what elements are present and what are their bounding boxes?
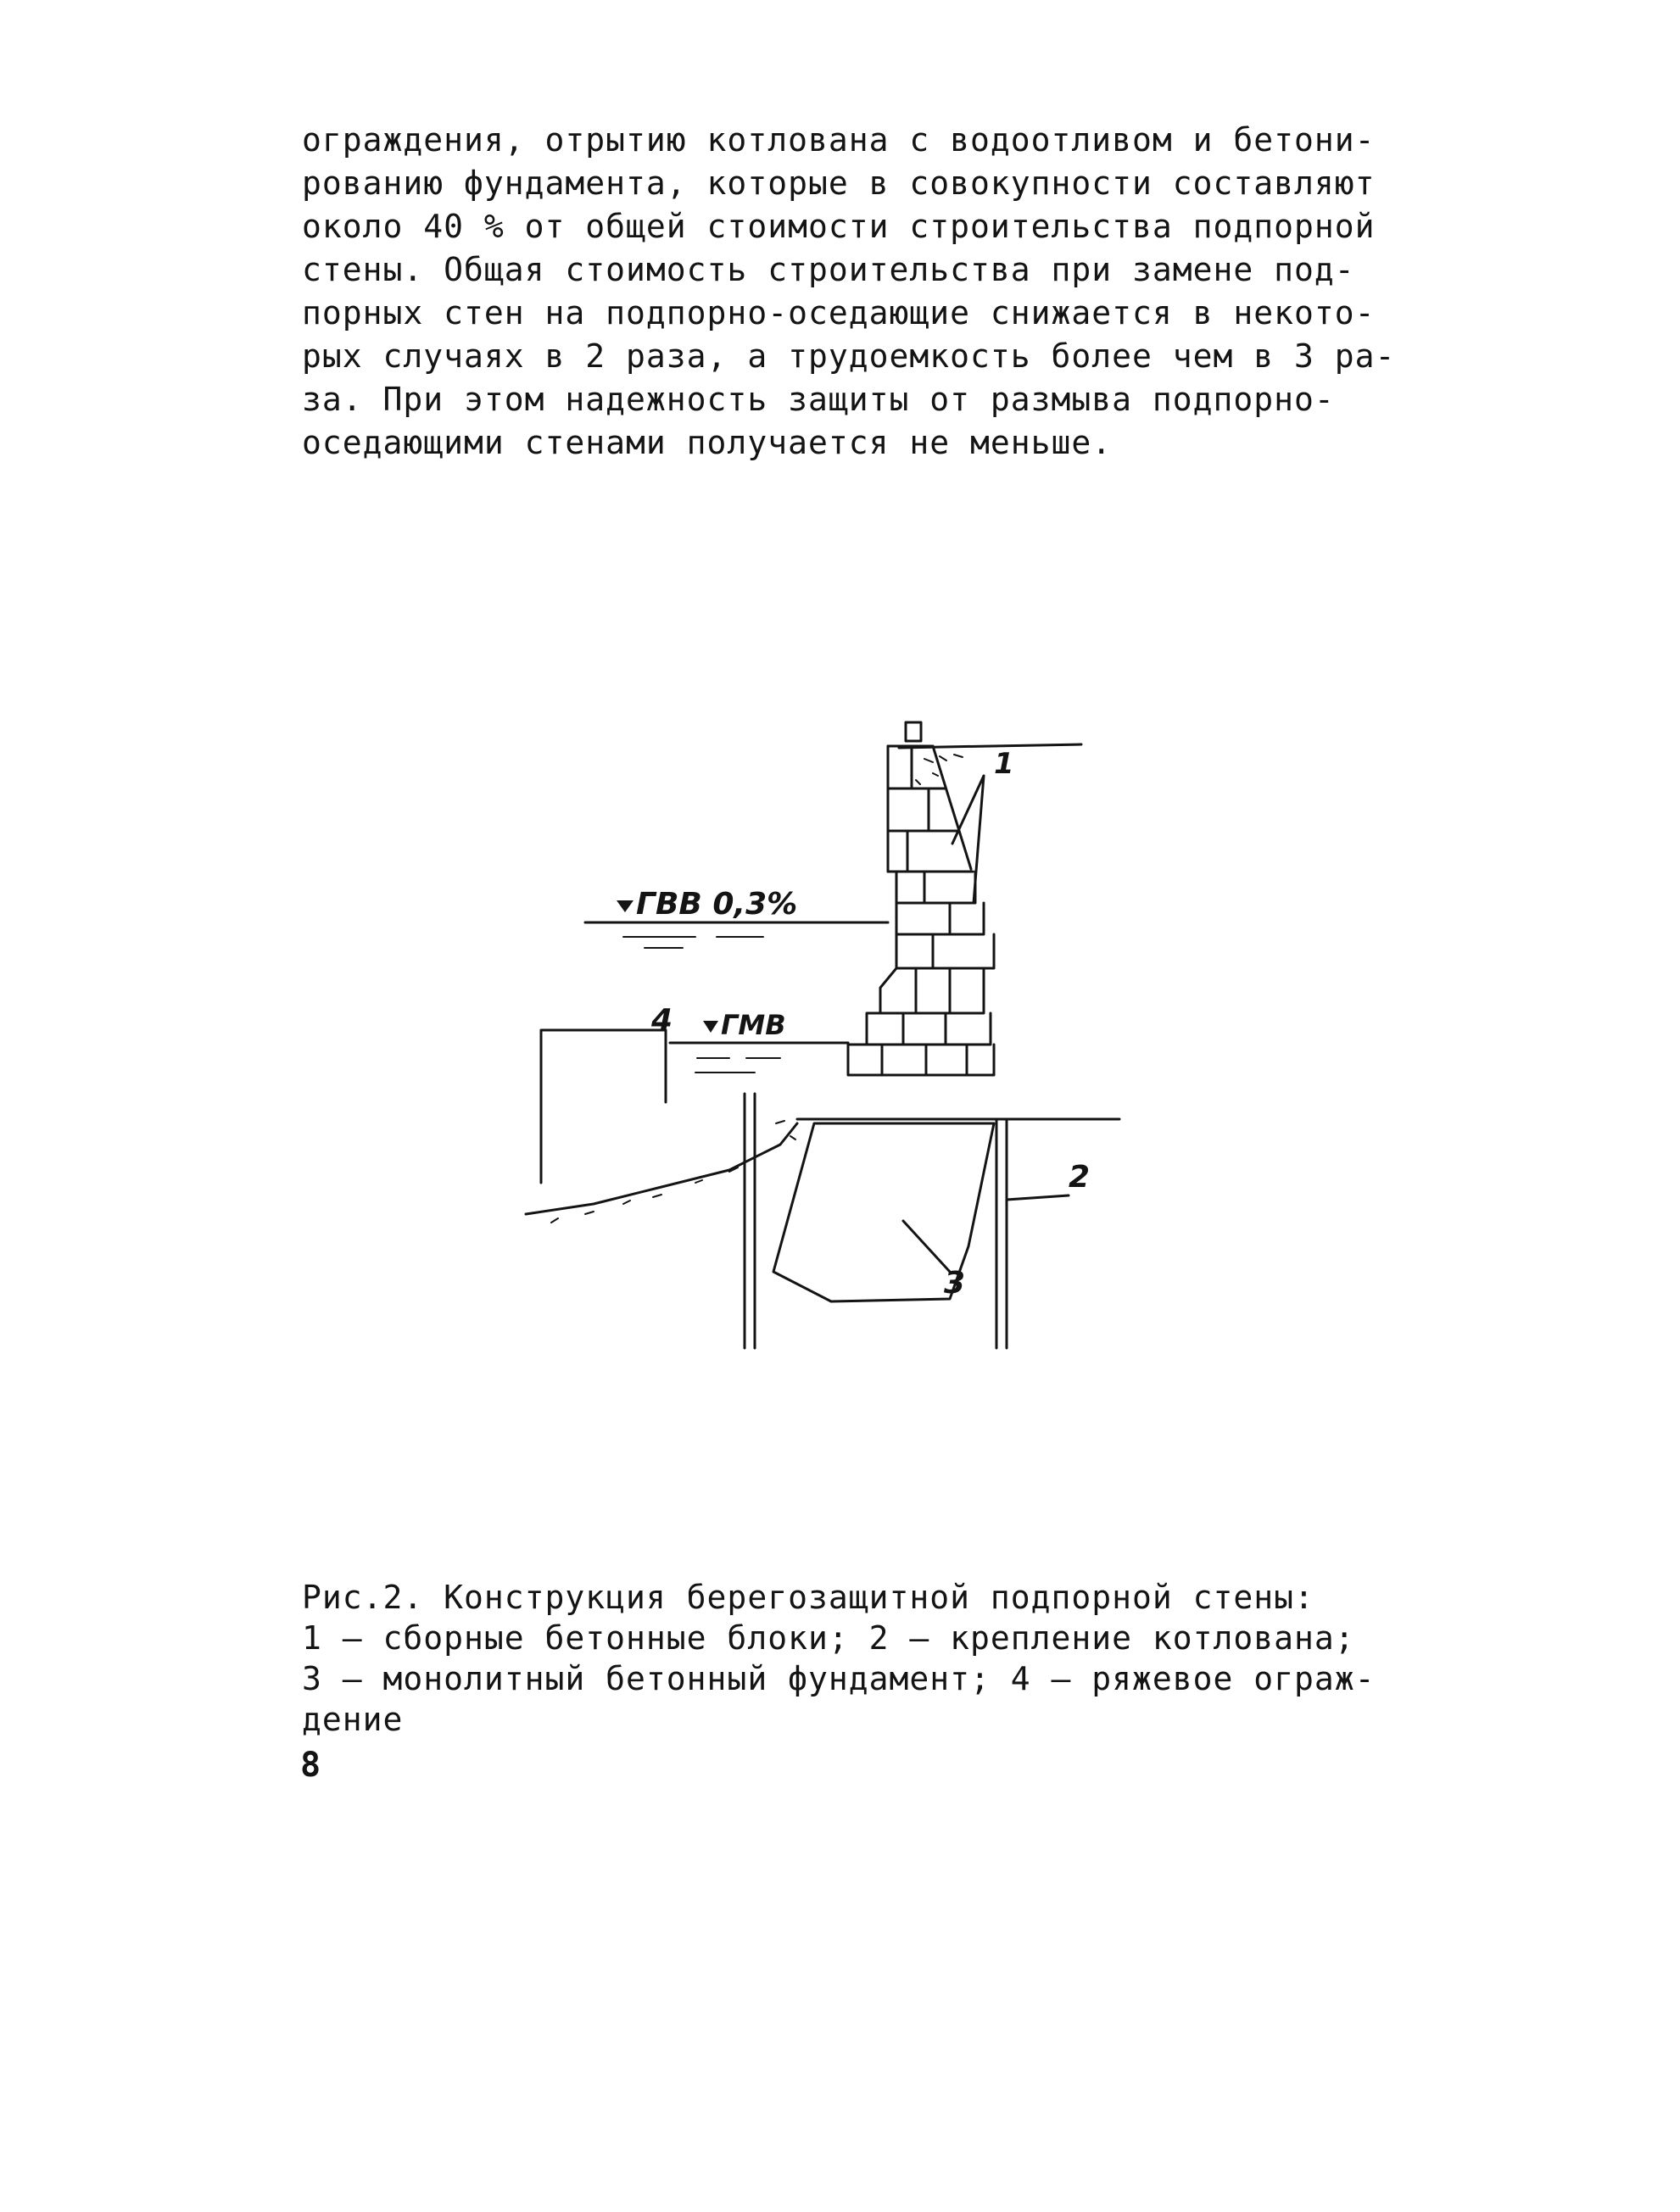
caption-line: 3 – монолитный бетонный фундамент; 4 – ряжевое ограж- [302, 1660, 1376, 1697]
page-number: 8 [300, 1746, 321, 1785]
seabed-line [526, 1123, 797, 1214]
text-line: рых случаях в 2 раза, а трудоемкость более чем в 3 ра- [302, 337, 1396, 375]
caption-line: дение [302, 1701, 404, 1738]
label-4: 4 [651, 1003, 673, 1038]
label-high-water-level: ГВВ 0,3% [636, 887, 798, 922]
retaining-wall-figure [475, 695, 1136, 1357]
crib-fence [541, 1030, 666, 1183]
label-low-water-level: ГМВ [721, 1009, 786, 1041]
retaining-wall-drawing [475, 695, 1136, 1357]
label-3: 3 [944, 1266, 966, 1301]
leader-3 [903, 1221, 950, 1272]
sheet-pile-left [745, 1094, 755, 1348]
sheet-pile-right [996, 1119, 1007, 1348]
label-2: 2 [1069, 1160, 1091, 1195]
caption-line: Рис.2. Конструкция берегозащитной подпорной стены: [302, 1579, 1314, 1616]
text-line: за. При этом надежность защиты от размыва подпорно- [302, 381, 1335, 418]
caption-line: 1 – сборные бетонные блоки; 2 – крепление котлована; [302, 1619, 1355, 1657]
text-line: около 40 % от общей стоимости строительства подпорной [302, 208, 1376, 245]
leader-2 [1007, 1195, 1069, 1200]
figure-caption [302, 1577, 1430, 1740]
text-line: порных стен на подпорно-оседающие снижается в некото- [302, 294, 1376, 332]
leader-1 [952, 776, 984, 903]
label-1: 1 [994, 747, 1014, 781]
text-line: ограждения, отрытию котлована с водоотливом и бетони- [302, 121, 1376, 159]
text-line: рованию фундамента, которые в совокупности составляют [302, 164, 1376, 202]
wall-cap [906, 722, 921, 741]
text-line: стены. Общая стоимость строительства при замене под- [302, 251, 1355, 288]
body-paragraph [302, 119, 1413, 465]
text-line: оседающими стенами получается не меньше. [302, 424, 1113, 461]
wall-back-face [933, 746, 971, 869]
